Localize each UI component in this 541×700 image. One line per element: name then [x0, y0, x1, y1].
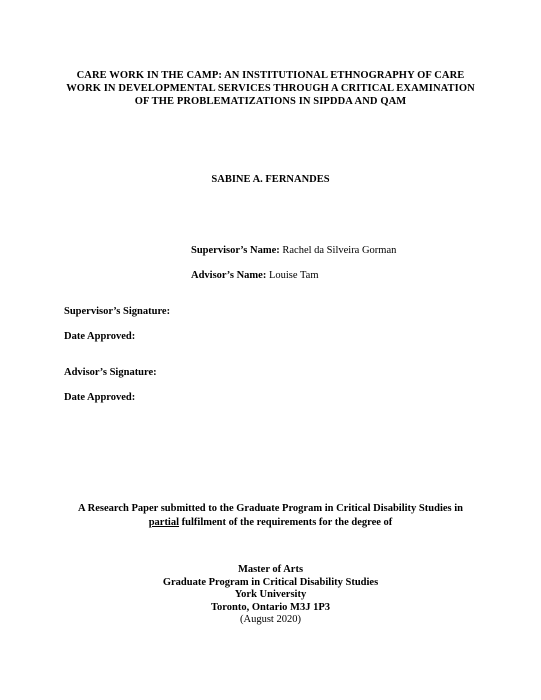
supervisor-name-value: Rachel da Silveira Gorman	[282, 245, 397, 256]
author-name: SABINE A. FERNANDES	[211, 174, 330, 185]
supervisor-name-line	[191, 245, 396, 256]
advisor-name-value: Louise Tam	[268, 270, 319, 281]
title-line-1: CARE WORK IN THE CAMP: AN INSTITUTIONAL ETHNOGRAPHY OF CARE	[76, 70, 465, 81]
supervisor-name-label: Supervisor’s Name:	[191, 245, 280, 256]
thesis-title	[60, 69, 481, 108]
submission-line-2-rest: fulfilment of the requirements for the degree of	[179, 517, 393, 528]
date-approved-label-2: Date Approved:	[64, 392, 136, 403]
program-name: Graduate Program in Critical Disability Studies	[162, 576, 379, 588]
advisor-name-label: Advisor’s Name:	[191, 270, 267, 281]
advisor-name-line	[191, 270, 319, 281]
degree-name: Master of Arts	[237, 564, 304, 575]
title-line-2: WORK IN DEVELOPMENTAL SERVICES THROUGH A CRITICAL EXAMINATION	[66, 83, 475, 94]
university-location: Toronto, Ontario M3J 1P3	[210, 601, 330, 613]
date-approved-label-1: Date Approved:	[64, 331, 136, 342]
title-line-3: OF THE PROBLEMATIZATIONS IN SIPDDA AND QAM	[134, 96, 407, 107]
submission-statement	[0, 502, 541, 530]
degree-block	[0, 564, 541, 627]
submission-partial-word: partial	[148, 517, 180, 528]
advisor-signature-label: Advisor’s Signature:	[64, 367, 157, 378]
supervisor-signature-label: Supervisor’s Signature:	[64, 306, 171, 317]
submission-line-2	[0, 516, 541, 530]
submission-date: (August 2020)	[240, 614, 301, 625]
submission-line-1: A Research Paper submitted to the Graduate Program in Critical Disability Studies in	[78, 503, 463, 514]
university-name: York University	[234, 589, 307, 600]
